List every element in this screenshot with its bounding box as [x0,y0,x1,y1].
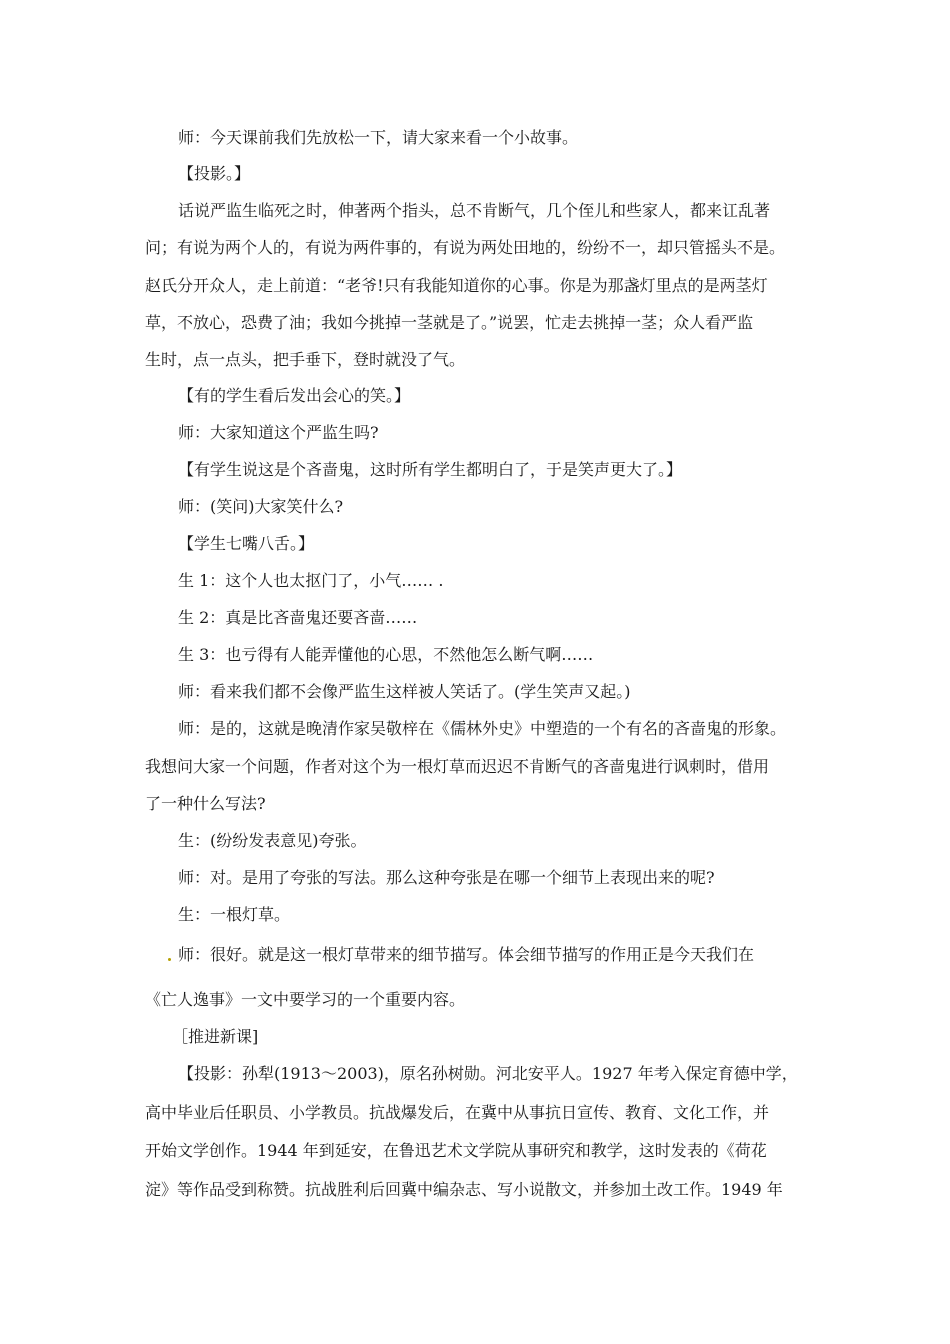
text-line: 【投影：孙犁(1913～2003)，原名孙树勋。河北安平人。1927 年考入保定育德中学， [178,1064,798,1083]
text-line: 淀》等作品受到称赞。抗战胜利后回冀中编杂志、写小说散文，并参加土改工作。1949 年 [145,1180,783,1199]
text-line: 师：对。是用了夸张的写法。那么这种夸张是在哪一个细节上表现出来的呢? [178,868,715,887]
text-line: 开始文学创作。1944 年到延安，在鲁迅艺术文学院从事研究和教学，这时发表的《荷花 [145,1141,767,1160]
text-line: 生：一根灯草。 [178,905,291,924]
text-line: 【投影。】 [178,164,251,183]
text-line: 生：(纷纷发表意见)夸张。 [178,831,367,850]
text-line: 【有的学生看后发出会心的笑。】 [178,386,411,405]
text-line: 话说严监生临死之时，伸著两个指头，总不肯断气，几个侄儿和些家人，都来讧乱著 [178,201,771,220]
text-line: 《亡人逸事》一文中要学习的一个重要内容。 [145,990,466,1009]
text-line: 生时，点一点头，把手垂下，登时就没了气。 [145,350,466,369]
text-line: 【有学生说这是个吝啬鬼，这时所有学生都明白了，于是笑声更大了。】 [178,460,683,479]
text-line: 草，不放心，恐费了油；我如今挑掉一茎就是了。”说罢，忙走去挑掉一茎；众人看严监 [145,313,754,332]
text-line: 生 1：这个人也太抠门了，小气…… . [178,571,444,590]
text-line: 师：是的，这就是晚清作家吴敬梓在《儒林外史》中塑造的一个有名的吝啬鬼的形象。 [178,719,787,738]
text-line: 师：(笑问)大家笑什么? [178,497,344,516]
text-line: 高中毕业后任职员、小学教员。抗战爆发后，在冀中从事抗日宣传、教育、文化工作，并 [145,1103,770,1122]
text-line: 师：看来我们都不会像严监生这样被人笑话了。(学生笑声又起。) [178,682,631,701]
text-line: 生 2：真是比吝啬鬼还要吝啬…… [178,608,418,627]
text-line: 我想问大家一个问题，作者对这个为一根灯草而迟迟不肯断气的吝啬鬼进行讽刺时，借用 [145,757,770,776]
text-line: 【学生七嘴八舌。】 [178,534,315,553]
text-line: 师：今天课前我们先放松一下，请大家来看一个小故事。 [178,128,579,147]
stray-mark [168,958,171,961]
text-line: 师：很好。就是这一根灯草带来的细节描写。体会细节描写的作用正是今天我们在 [178,945,755,964]
text-line: 赵氏分开众人，走上前道：“老爷!只有我能知道你的心事。你是为那盏灯里点的是两茎灯 [145,276,768,295]
section-heading: ［推进新课] [172,1027,259,1046]
text-line: 生 3：也亏得有人能弄懂他的心思，不然他怎么断气啊…… [178,645,594,664]
text-line: 问；有说为两个人的，有说为两件事的，有说为两处田地的，纷纷不一，却只管摇头不是。 [145,238,786,257]
text-line: 师：大家知道这个严监生吗? [178,423,379,442]
text-line: 了一种什么写法? [145,794,266,813]
